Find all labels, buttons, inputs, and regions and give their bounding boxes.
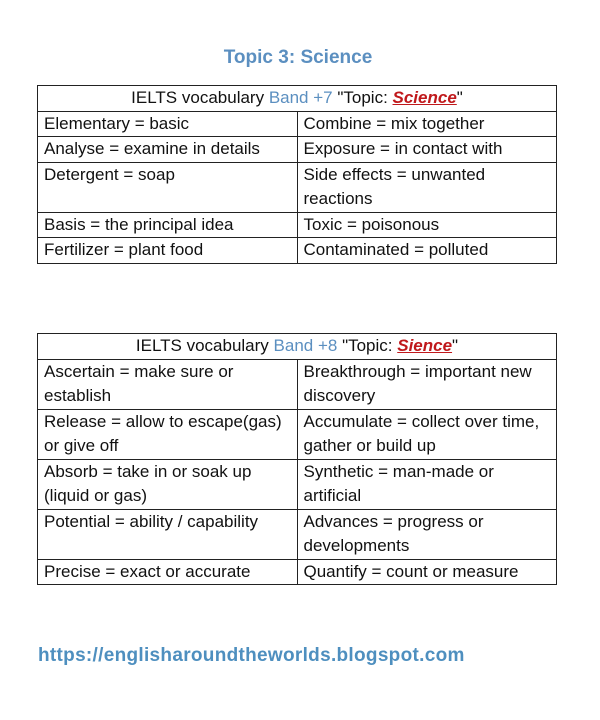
vocab-cell: Advances = progress or developments — [297, 509, 557, 559]
vocab-cell: Precise = exact or accurate — [38, 559, 298, 585]
table-header — [38, 334, 557, 360]
table-row — [38, 212, 557, 238]
vocab-cell: Elementary = basic — [38, 111, 298, 137]
vocab-cell: Toxic = poisonous — [297, 212, 557, 238]
vocab-cell: Absorb = take in or soak up (liquid or gas) — [38, 459, 298, 509]
vocabulary-table-band-7 — [37, 85, 557, 264]
vocab-cell: Combine = mix together — [297, 111, 557, 137]
table-row — [38, 409, 557, 459]
vocab-cell: Contaminated = polluted — [297, 238, 557, 264]
table-header — [38, 86, 557, 112]
table-header-row — [38, 86, 557, 112]
header-suffix: " — [452, 336, 459, 355]
table-row — [38, 162, 557, 212]
vocab-cell: Exposure = in contact with — [297, 137, 557, 163]
vocab-cell: Fertilizer = plant food — [38, 238, 298, 264]
vocab-cell: Quantify = count or measure — [297, 559, 557, 585]
vocab-cell: Detergent = soap — [38, 162, 298, 212]
table-row — [38, 359, 557, 409]
topic-word: Science — [392, 88, 457, 107]
band-label: Band +7 — [268, 88, 333, 107]
vocab-cell: Accumulate = collect over time, gather or build up — [297, 409, 557, 459]
vocab-cell: Side effects = unwanted reactions — [297, 162, 557, 212]
band-label: Band +8 — [273, 336, 338, 355]
vocab-cell: Potential = ability / capability — [38, 509, 298, 559]
footer-url-link[interactable]: https://englisharoundtheworlds.blogspot.com — [38, 645, 465, 666]
vocab-cell: Release = allow to escape(gas) or give off — [38, 409, 298, 459]
topic-word: Sience — [397, 336, 453, 355]
table-row — [38, 509, 557, 559]
vocab-cell: Analyse = examine in details — [38, 137, 298, 163]
vocabulary-table-band-8 — [37, 333, 557, 585]
header-middle: "Topic: — [337, 336, 398, 355]
table-row — [38, 137, 557, 163]
table-row — [38, 111, 557, 137]
vocab-cell: Basis = the principal idea — [38, 212, 298, 238]
vocab-cell: Ascertain = make sure or establish — [38, 359, 298, 409]
header-suffix: " — [456, 88, 463, 107]
vocab-cell: Synthetic = man-made or artificial — [297, 459, 557, 509]
header-middle: "Topic: — [332, 88, 393, 107]
table-row — [38, 238, 557, 264]
table-row — [38, 459, 557, 509]
page-title: Topic 3: Science — [223, 47, 373, 68]
table-row — [38, 559, 557, 585]
header-prefix: IELTS vocabulary — [131, 88, 269, 107]
header-prefix: IELTS vocabulary — [135, 336, 274, 355]
table-header-row — [38, 334, 557, 360]
vocab-cell: Breakthrough = important new discovery — [297, 359, 557, 409]
